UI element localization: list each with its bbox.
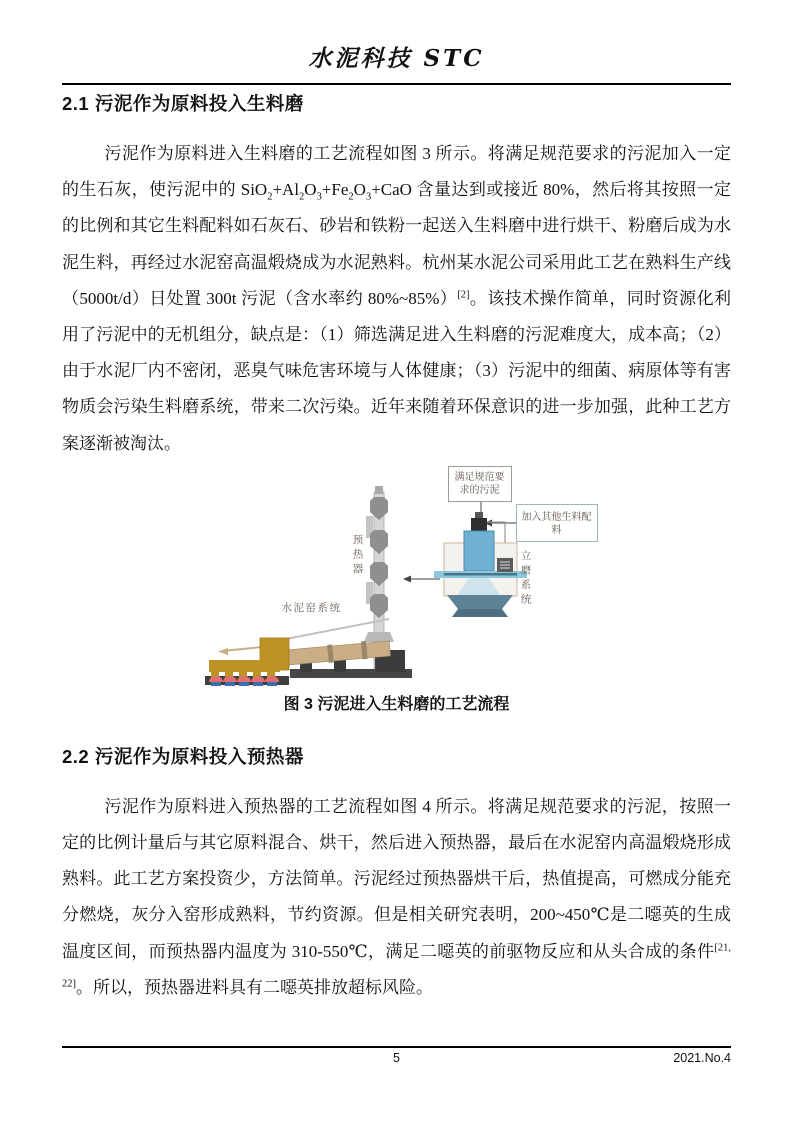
raw-meal-arrow bbox=[484, 519, 516, 526]
header-divider bbox=[62, 83, 731, 85]
footer-divider bbox=[62, 1046, 731, 1048]
figure-3 bbox=[182, 464, 612, 690]
label-qualified-sludge: 满足规范要求的污泥 bbox=[448, 466, 512, 502]
paragraph-2-2: 污泥作为原料进入预热器的工艺流程如图 4 所示。将满足规范要求的污泥，按照一定的比例计量后与其它原料混合、烘干，然后进入预热器，最后在水泥窑内高温煅烧形成熟料。此工艺方案投资少，方法简单。污泥经过预热器烘干后，热值提高，可燃成分能充分燃烧，灰分入窑形成熟料，节约资源。但是相关研究表明，200~450℃是二噁英的生成温度区间，而预热器内温度为 310-550℃，满足二噁英的前驱物反应和从头合成的条件[21, 22]。所以，预热器进料具有二噁英排放超标风险。 bbox=[62, 796, 731, 997]
figure-3-caption: 图 3 污泥进入生料磨的工艺流程 bbox=[283, 695, 510, 713]
label-cement-kiln-system: 水泥窑系统 bbox=[281, 602, 342, 614]
section-heading-2-1: 2.1 污泥作为原料投入生料磨 bbox=[62, 93, 304, 114]
paragraph-2-1: 污泥作为原料进入生料磨的工艺流程如图 3 所示。将满足规范要求的污泥加入一定的生石灰，使污泥中的 $SiO_2+Al_2O_3+Fe_2O_3+CaO$ 含量达到或接近 80%，然后将其按照一定的比例和其它生料配料如石灰石、砂岩和铁粉一起送入生料磨中进行烘干、粉磨后成为水泥生料，再经过水泥窑高温煅烧成为水泥熟料。杭州某水泥公司采用此工艺在熟料生产线（5000t/d）日处置 300t 污泥（含水率约 80%~85%）[2]。该技术操作简单，同时资源化利用了污泥中的无机组分，缺点是：（1）筛选满足进入生料磨的污泥难度大，成本高；（2）由于水泥厂内不密闭，恶臭气味危害环境与人体健康；（3）污泥中的细菌、病原体等有害物质会污染生料磨系统，带来二次污染。近年来随着环保意识的进一步加强，此种工艺方案逐渐被淘汰。 bbox=[62, 144, 731, 453]
page-number: 5 bbox=[393, 1051, 400, 1065]
section-heading-2-2: 2.2 污泥作为原料投入预热器 bbox=[62, 745, 304, 767]
label-vertical-mill-system: 立磨系统 bbox=[519, 549, 531, 608]
process-flow-diagram bbox=[182, 464, 612, 690]
grate-cooler bbox=[205, 660, 289, 686]
label-preheater: 预热器 bbox=[351, 533, 363, 578]
journal-title: 水泥科技 STC bbox=[308, 45, 485, 72]
issue-number: 2021.No.4 bbox=[673, 1051, 731, 1065]
label-other-raw-meal: 加入其他生料配料 bbox=[516, 504, 598, 542]
vertical-mill bbox=[434, 512, 527, 617]
